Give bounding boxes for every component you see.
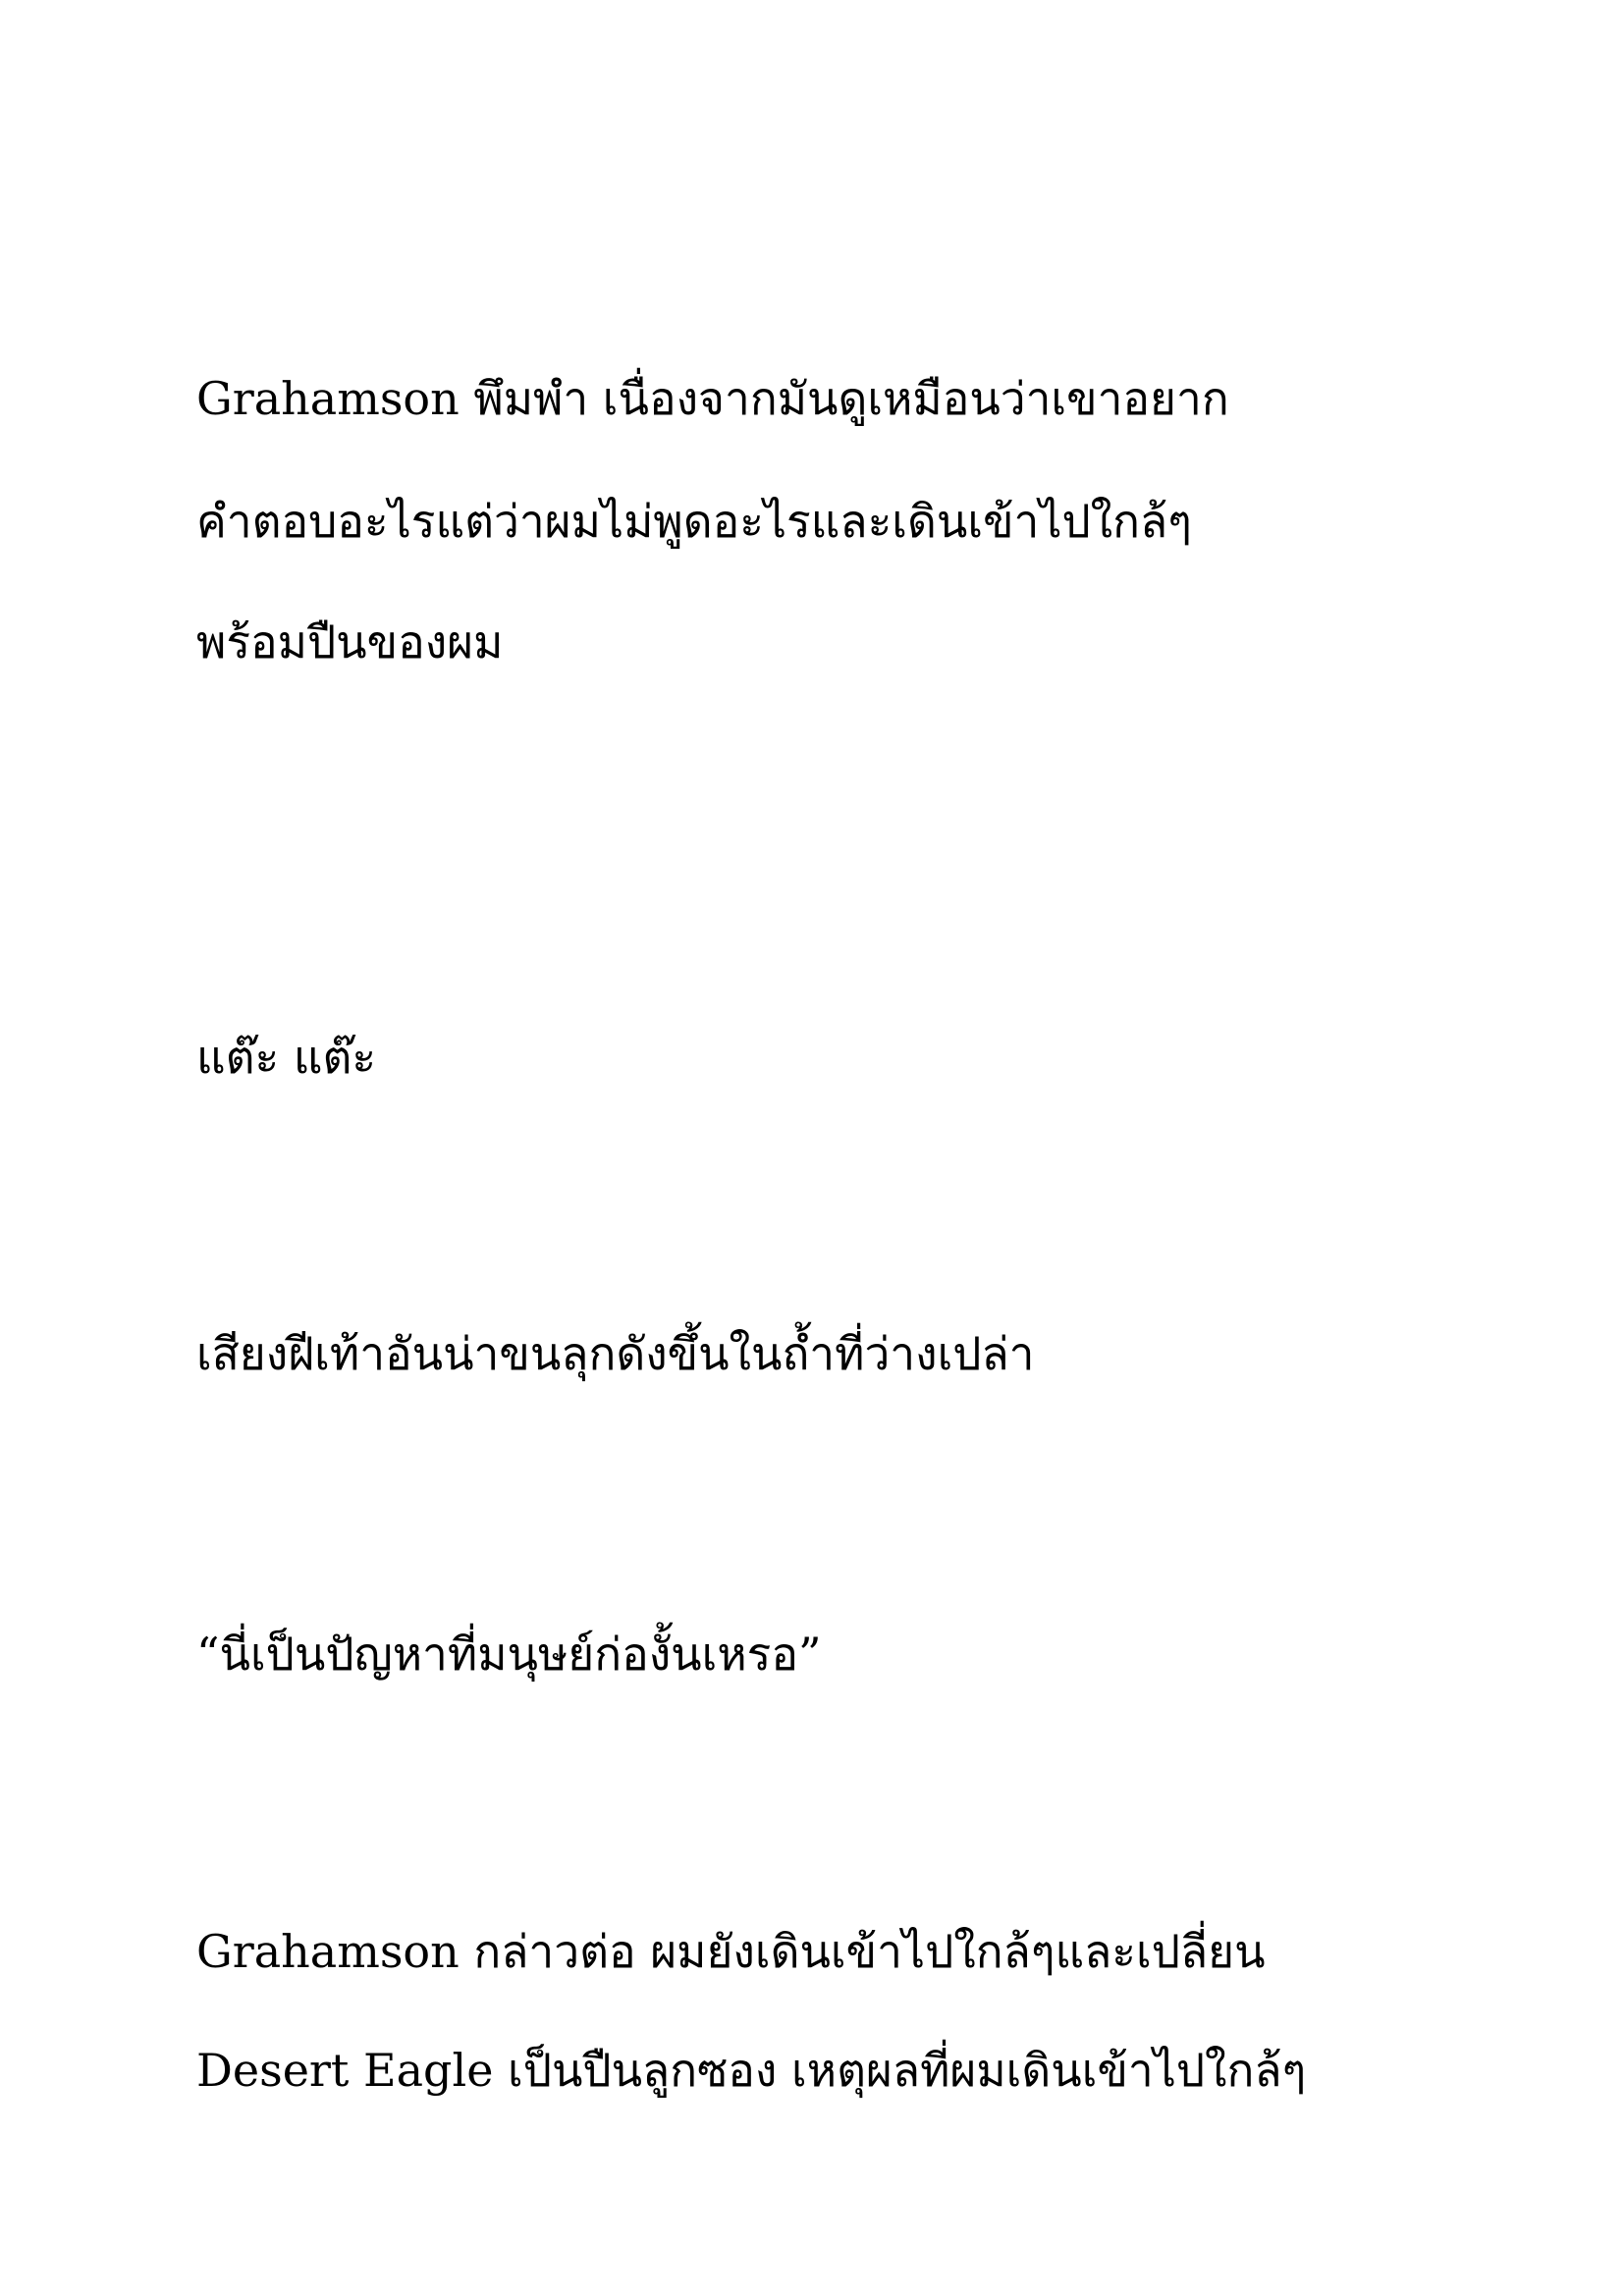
- paragraph-3-line-1: เสียงฝีเท้าอันน่าขนลุกดังขึ้นในถ้ำที่ว่างเปล่า: [196, 1327, 1035, 1380]
- paragraph-1-line-3: พร้อมปืนของผม: [196, 615, 504, 668]
- paragraph-5-line-2: Desert Eagle เป็นปืนลูกซอง เหตุผลที่ผมเดินเข้าไปใกล้ๆ: [196, 2044, 1307, 2097]
- paragraph-1-line-1: Grahamson พึมพำ เนื่องจากมันดูเหมือนว่าเขาอยาก: [196, 372, 1229, 425]
- paragraph-5-line-1: Grahamson กล่าวต่อ ผมยังเดินเข้าไปใกล้ๆและเปลี่ยน: [196, 1925, 1266, 1978]
- paragraph-1-line-2: คำตอบอะไรแต่ว่าผมไม่พูดอะไรและเดินเข้าไปใกล้ๆ: [196, 495, 1192, 548]
- paragraph-2-line-1: แต๊ะ แต๊ะ: [196, 1031, 377, 1084]
- paragraph-4-line-1: “นี่เป็นปัญหาที่มนุษย์ก่องั้นเหรอ”: [196, 1628, 822, 1681]
